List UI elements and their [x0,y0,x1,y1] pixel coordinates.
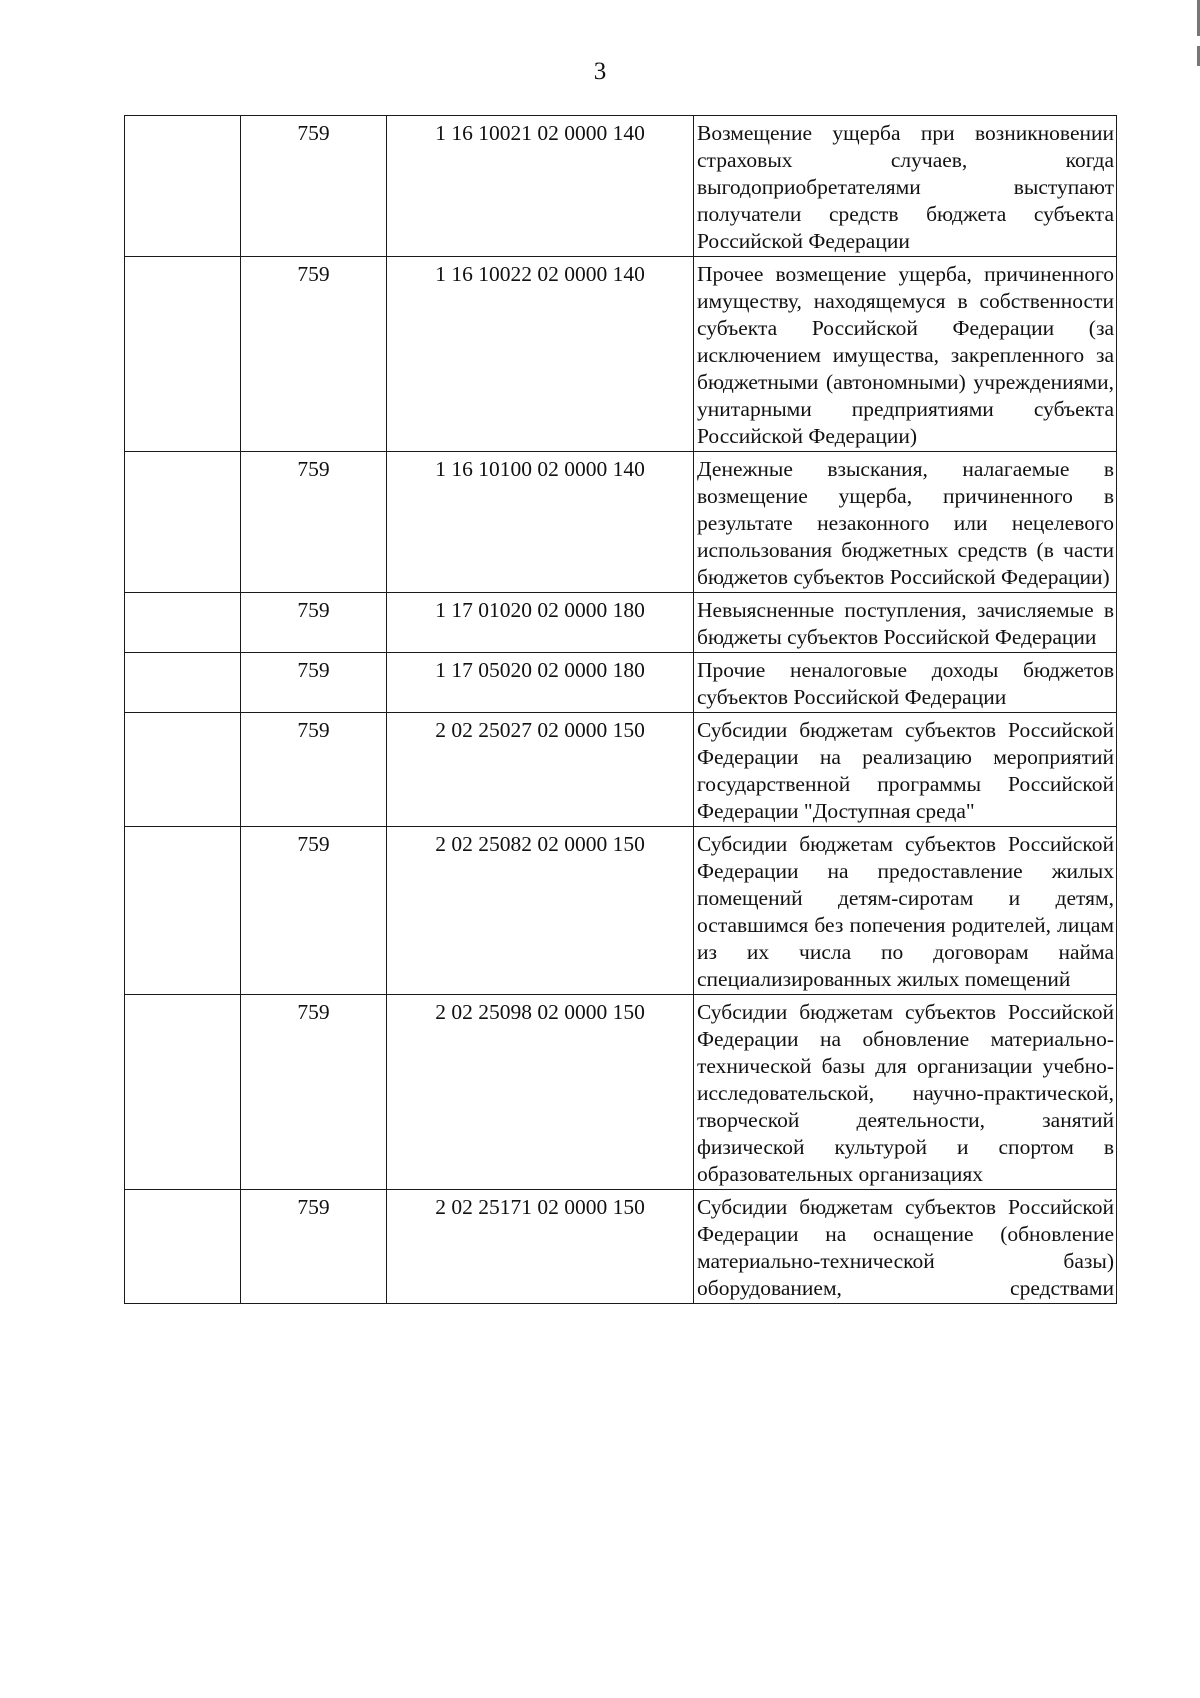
empty-cell [125,452,241,593]
revenue-name-cell: Прочие неналоговые доходы бюджетов субъектов Российской Федерации [694,653,1117,713]
table-row [125,257,1117,452]
kbk-code-cell: 1 16 10021 02 0000 140 [387,116,694,257]
page-number: 3 [593,58,607,85]
admin-code-cell: 759 [241,116,387,257]
table-row [125,116,1117,257]
revenue-name-cell: Субсидии бюджетам субъектов Российской Федерации на предоставление жилых помещений детям-сиротам и детям, оставшимся без попечения родителей, лицам из их числа по договорам найма специализированных жилых помещений [694,827,1117,995]
admin-code-cell: 759 [241,593,387,653]
kbk-code-cell: 2 02 25027 02 0000 150 [387,713,694,827]
table-row [125,653,1117,713]
kbk-code-cell: 2 02 25098 02 0000 150 [387,995,694,1190]
admin-code-cell: 759 [241,827,387,995]
table-row [125,827,1117,995]
kbk-code-cell: 1 17 01020 02 0000 180 [387,593,694,653]
revenue-name-cell: Субсидии бюджетам субъектов Российской Федерации на обновление материально-технической базы для организации учебно-исследовательской, научно-практической, творческой деятельности, занятий физической культурой и спортом в образовательных организациях [694,995,1117,1190]
revenue-name-cell: Субсидии бюджетам субъектов Российской Федерации на реализацию мероприятий государственной программы Российской Федерации "Доступная среда" [694,713,1117,827]
admin-code-cell: 759 [241,452,387,593]
admin-code-cell: 759 [241,713,387,827]
kbk-code-cell: 2 02 25082 02 0000 150 [387,827,694,995]
table-row [125,1190,1117,1304]
table-row [125,452,1117,593]
table-row [125,593,1117,653]
kbk-code-cell: 1 16 10022 02 0000 140 [387,257,694,452]
revenue-name-cell: Возмещение ущерба при возникновении страховых случаев, когда выгодоприобретателями выступают получатели средств бюджета субъекта Российской Федерации [694,116,1117,257]
empty-cell [125,257,241,452]
empty-cell [125,827,241,995]
kbk-code-cell: 1 16 10100 02 0000 140 [387,452,694,593]
kbk-code-cell: 1 17 05020 02 0000 180 [387,653,694,713]
revenue-name-cell: Прочее возмещение ущерба, причиненного имуществу, находящемуся в собственности субъекта Российской Федерации (за исключением имущества, закрепленного за бюджетными (автономными) учреждениями, унитарными предприятиями субъекта Российской Федерации) [694,257,1117,452]
empty-cell [125,1190,241,1304]
table-row [125,713,1117,827]
empty-cell [125,995,241,1190]
table-row [125,995,1117,1190]
kbk-code-cell: 2 02 25171 02 0000 150 [387,1190,694,1304]
empty-cell [125,116,241,257]
revenue-name-cell: Невыясненные поступления, зачисляемые в бюджеты субъектов Российской Федерации [694,593,1117,653]
empty-cell [125,593,241,653]
admin-code-cell: 759 [241,257,387,452]
revenue-name-cell: Денежные взыскания, налагаемые в возмещение ущерба, причиненного в результате незаконного или нецелевого использования бюджетных средств (в части бюджетов субъектов Российской Федерации) [694,452,1117,593]
admin-code-cell: 759 [241,995,387,1190]
empty-cell [125,653,241,713]
empty-cell [125,713,241,827]
admin-code-cell: 759 [241,653,387,713]
budget-codes-table [124,115,1117,1304]
revenue-name-cell: Субсидии бюджетам субъектов Российской Федерации на оснащение (обновление материально-технической базы) оборудованием, средствами [694,1190,1117,1304]
admin-code-cell: 759 [241,1190,387,1304]
